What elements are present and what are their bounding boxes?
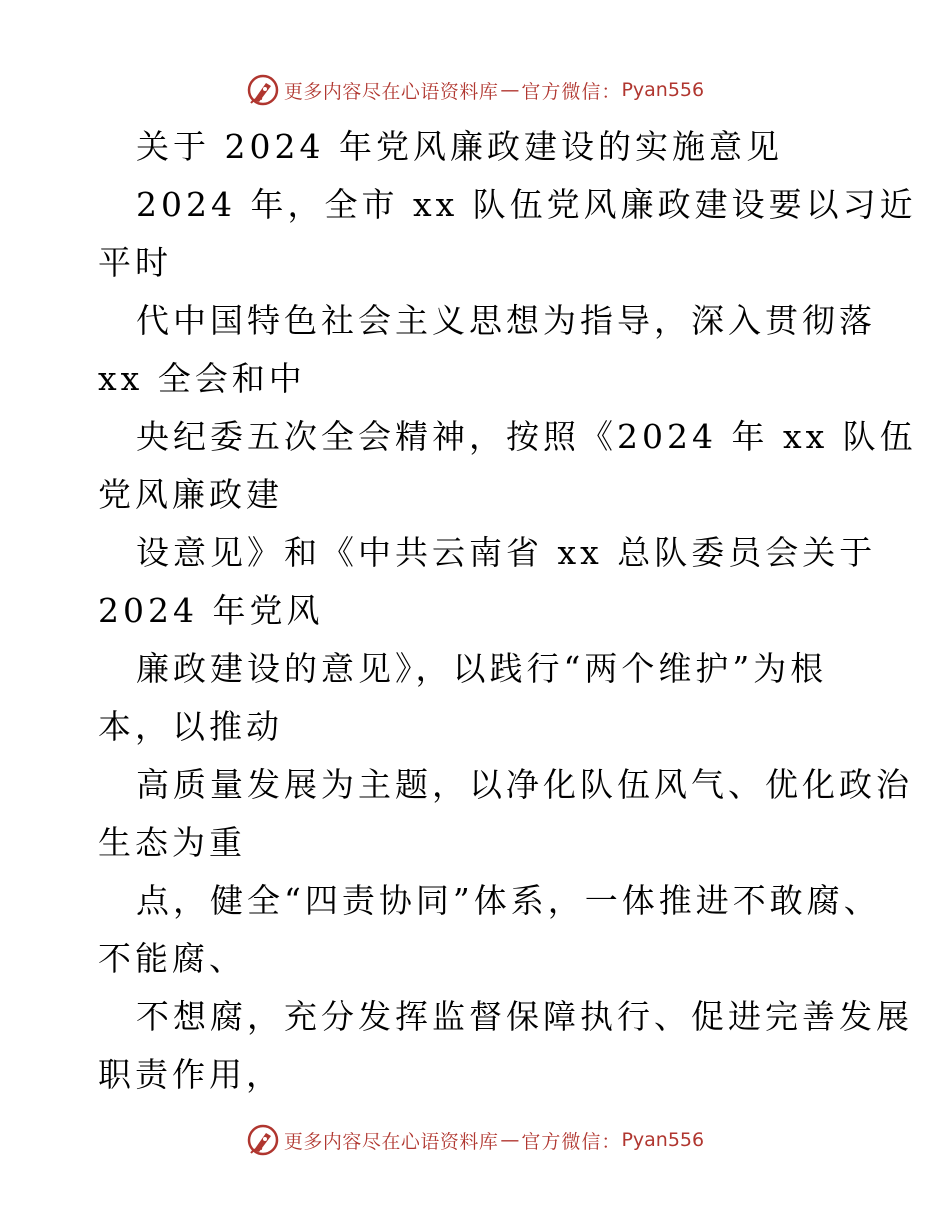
banner-wechat-id: Pyan556 (621, 79, 705, 101)
text-line: 平时 (98, 243, 172, 282)
text-line: 党风廉政建 (98, 475, 283, 514)
pen-nib-logo-icon (246, 73, 280, 107)
text-line: 代中国特色社会主义思想为指导，深入贯彻落 (136, 301, 876, 340)
text-line: 不能腐、 (98, 939, 246, 978)
banner-text: 更多内容尽在心语资料库 (283, 1130, 499, 1153)
text-line: 2024 年，全市 xx 队伍党风廉政建设要以习近 (136, 185, 917, 224)
text-line: 2024 年党风 (98, 591, 324, 630)
text-line: 生态为重 (98, 823, 246, 862)
banner-dash: — (500, 1129, 520, 1151)
text-line: 点，健全“四责协同”体系，一体推进不敢腐、 (136, 881, 881, 920)
footer-banner (0, 1120, 950, 1160)
text-line: 央纪委五次全会精神，按照《2024 年 xx 队伍 (136, 417, 917, 456)
text-line: 职责作用， (98, 1055, 283, 1094)
text-line: 不想腐，充分发挥监督保障执行、促进完善发展 (136, 997, 913, 1036)
banner-dash: — (500, 79, 520, 101)
banner-wechat-label: 官方微信： (521, 1130, 622, 1153)
banner-wechat-id: Pyan556 (621, 1129, 705, 1151)
text-line: 廉政建设的意见》，以践行“两个维护”为根 (136, 649, 828, 688)
header-banner (0, 70, 950, 110)
text-line: 本，以推动 (98, 707, 283, 746)
banner-text: 更多内容尽在心语资料库 (283, 80, 499, 103)
banner-wechat-label: 官方微信： (521, 80, 622, 103)
text-line: 设意见》和《中共云南省 xx 总队委员会关于 (136, 533, 877, 572)
text-line-title: 关于 2024 年党风廉政建设的实施意见 (136, 127, 783, 166)
text-line: xx 全会和中 (98, 359, 306, 398)
pen-nib-logo-icon (246, 1123, 280, 1157)
text-line: 高质量发展为主题，以净化队伍风气、优化政治 (136, 765, 913, 804)
